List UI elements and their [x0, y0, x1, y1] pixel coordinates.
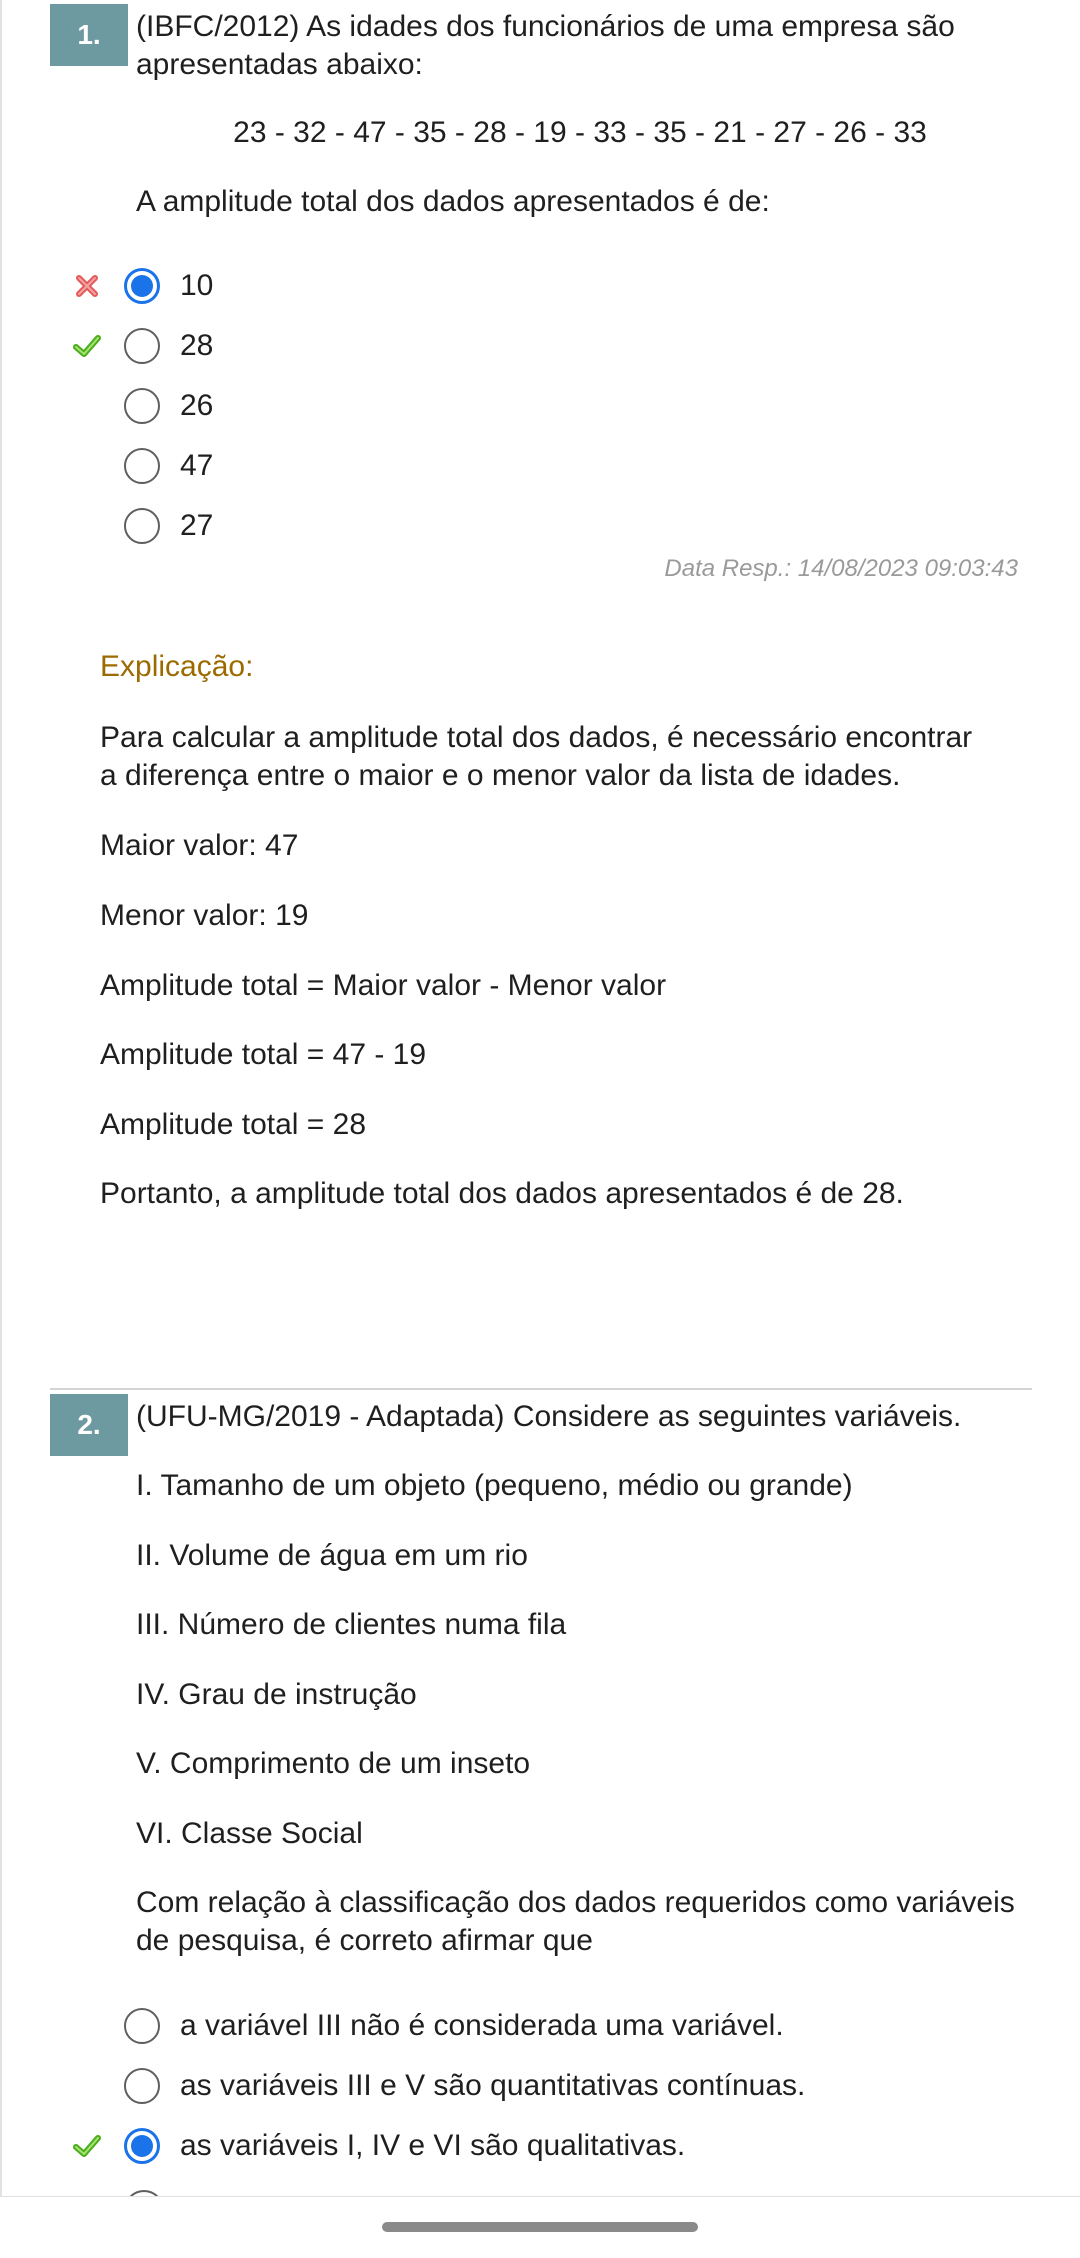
question-2-item-2: II. Volume de água em um rio: [136, 1539, 528, 1572]
question-2-item-4: IV. Grau de instrução: [136, 1678, 417, 1711]
question-2-item-6: VI. Classe Social: [136, 1817, 363, 1850]
radio-button-selected[interactable]: [124, 2128, 160, 2164]
option-label: 27: [180, 509, 214, 542]
correct-check-icon: [70, 329, 104, 363]
radio-button[interactable]: [124, 448, 160, 484]
question-2-prompt: Com relação à classificação dos dados requeridos como variáveis de pesquisa, é correto afirmar que: [136, 1886, 1015, 1957]
question-1-title: (IBFC/2012) As idades dos funcionários de uma empresa são apresentadas abaixo:: [136, 10, 955, 81]
question-2-option-2[interactable]: [70, 2060, 805, 2112]
question-2-item-3: III. Número de clientes numa fila: [136, 1608, 567, 1641]
option-label: as variáveis III e V são quantitativas contínuas.: [180, 2069, 806, 2102]
scroll-view-bottom-border: [0, 2196, 1080, 2197]
question-2-number-badge: 2.: [50, 1394, 128, 1456]
option-label: 10: [180, 269, 214, 302]
question-1-option-3[interactable]: [70, 380, 213, 432]
radio-button[interactable]: [124, 328, 160, 364]
radio-button[interactable]: [124, 508, 160, 544]
page-left-border: [0, 0, 2, 2200]
question-1-option-2[interactable]: [70, 320, 213, 372]
question-2-item-5: V. Comprimento de um inseto: [136, 1747, 531, 1780]
explanation-paragraph-1: Para calcular a amplitude total dos dados, é necessário encontrar a diferença entre o maior e o menor valor da lista de idades.: [100, 721, 973, 792]
question-1-option-1[interactable]: [70, 260, 213, 312]
question-1-prompt: A amplitude total dos dados apresentados é de:: [136, 185, 770, 218]
explanation-heading: Explicação:: [100, 650, 254, 683]
question-1-option-5[interactable]: [70, 500, 213, 552]
question-1-data-line: 23 - 32 - 47 - 35 - 28 - 19 - 33 - 35 - 21 - 27 - 26 - 33: [233, 116, 927, 149]
correct-check-icon: [70, 2129, 104, 2163]
option-label: 28: [180, 329, 214, 362]
home-indicator[interactable]: [382, 2222, 698, 2232]
option-label: as variáveis I, IV e VI são qualitativas.: [180, 2129, 686, 2162]
radio-button-selected[interactable]: [124, 268, 160, 304]
question-1-number-badge: 1.: [50, 4, 128, 66]
question-2-item-1: I. Tamanho de um objeto (pequeno, médio ou grande): [136, 1469, 853, 1502]
radio-button[interactable]: [124, 2008, 160, 2044]
radio-button[interactable]: [124, 388, 160, 424]
explanation-paragraph-4: Amplitude total = Maior valor - Menor valor: [100, 969, 667, 1002]
question-2-option-3[interactable]: [70, 2120, 685, 2172]
option-label: 26: [180, 389, 214, 422]
answer-date: Data Resp.: 14/08/2023 09:03:43: [664, 555, 1018, 582]
question-1-option-4[interactable]: [70, 440, 213, 492]
wrong-x-icon: [70, 269, 104, 303]
question-2-title: (UFU-MG/2019 - Adaptada) Considere as seguintes variáveis.: [136, 1400, 962, 1433]
explanation-paragraph-5: Amplitude total = 47 - 19: [100, 1038, 427, 1071]
explanation-paragraph-3: Menor valor: 19: [100, 899, 309, 932]
explanation-paragraph-6: Amplitude total = 28: [100, 1108, 367, 1141]
question-2-option-1[interactable]: [70, 2000, 784, 2052]
explanation-paragraph-7: Portanto, a amplitude total dos dados apresentados é de 28.: [100, 1177, 904, 1210]
question-divider: [50, 1388, 1032, 1390]
option-label: 47: [180, 449, 214, 482]
radio-button[interactable]: [124, 2068, 160, 2104]
option-label: a variável III não é considerada uma variável.: [180, 2009, 784, 2042]
explanation-paragraph-2: Maior valor: 47: [100, 829, 299, 862]
